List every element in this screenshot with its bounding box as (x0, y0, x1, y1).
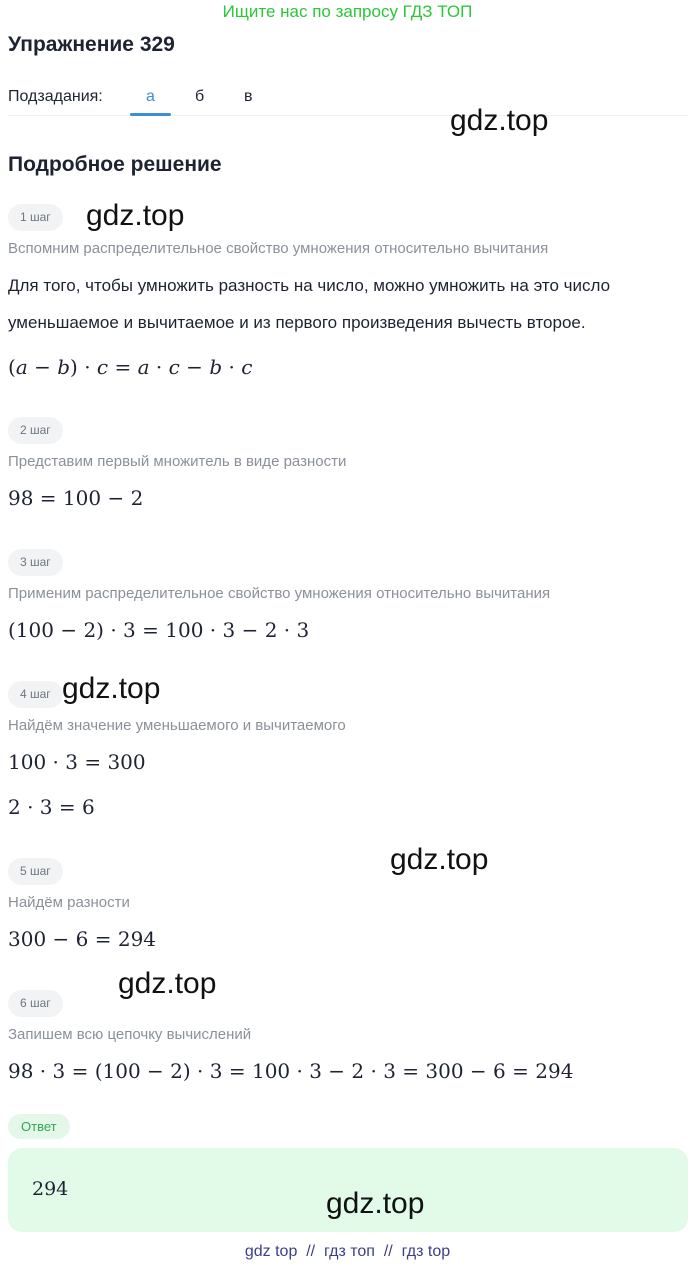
tab-subtask-v[interactable]: в (244, 88, 253, 105)
step-hint-4: Найдём значение уменьшаемого и вычитаемого (8, 717, 346, 734)
step-badge-1: 1 шаг (8, 204, 63, 231)
subtasks-label: Подзадания: (8, 88, 103, 105)
step-hint-5: Найдём разности (8, 894, 130, 911)
answer-badge: Ответ (8, 1114, 70, 1139)
step-formula-4a: 100 · 3 = 300 (8, 750, 146, 774)
step-hint-1: Вспомним распределительное свойство умножения относительно вычитания (8, 240, 549, 257)
answer-value: 294 (32, 1178, 69, 1200)
step-formula-1: (a − b) · c = a · c − b · c (8, 355, 253, 379)
active-tab-indicator (130, 113, 171, 116)
footer-links (0, 1243, 695, 1261)
step-badge-4: 4 шаг (8, 681, 63, 708)
promo-banner[interactable]: Ищите нас по запросу ГДЗ ТОП (222, 2, 473, 21)
exercise-title: Упражнение 329 (8, 33, 175, 56)
solution-title: Подробное решение (8, 153, 222, 176)
footer-link-gdz-top[interactable]: gdz top (244, 1243, 298, 1260)
tab-subtask-a[interactable]: а (146, 88, 155, 105)
watermark: gdz.top (390, 843, 489, 876)
step-badge-5: 5 шаг (8, 858, 63, 885)
step-badge-2: 2 шаг (8, 417, 63, 444)
step-hint-2: Представим первый множитель в виде разности (8, 453, 347, 470)
watermark: gdz.top (450, 104, 549, 137)
step-text-1-line2: уменьшаемое и вычитаемое и из первого произведения вычесть второе. (8, 313, 586, 332)
watermark: gdz.top (86, 199, 185, 232)
footer-separator: // (383, 1243, 393, 1260)
step-hint-6: Запишем всю цепочку вычислений (8, 1026, 252, 1043)
footer-link-gdz-top-ru[interactable]: гдз топ (324, 1243, 375, 1260)
step-formula-4b: 2 · 3 = 6 (8, 795, 95, 819)
step-badge-3: 3 шаг (8, 549, 63, 576)
step-formula-2: 98 = 100 − 2 (8, 486, 144, 510)
step-formula-3: (100 − 2) · 3 = 100 · 3 − 2 · 3 (8, 618, 310, 642)
step-hint-3: Применим распределительное свойство умножения относительно вычитания (8, 585, 551, 602)
watermark: gdz.top (62, 672, 161, 705)
step-formula-6: 98 · 3 = (100 − 2) · 3 = 100 · 3 − 2 · 3 = 300 − 6 = 294 (8, 1059, 574, 1083)
watermark: gdz.top (118, 967, 217, 1000)
watermark: gdz.top (326, 1187, 425, 1220)
footer-link-gdz-top-mixed[interactable]: гдз top (401, 1243, 451, 1260)
step-formula-5: 300 − 6 = 294 (8, 927, 157, 951)
step-text-1-line1: Для того, чтобы умножить разность на число, можно умножить на это число (8, 276, 611, 295)
footer-separator: // (306, 1243, 316, 1260)
step-badge-6: 6 шаг (8, 990, 63, 1017)
subtasks-bar (8, 78, 688, 116)
tab-subtask-b[interactable]: б (195, 88, 205, 105)
